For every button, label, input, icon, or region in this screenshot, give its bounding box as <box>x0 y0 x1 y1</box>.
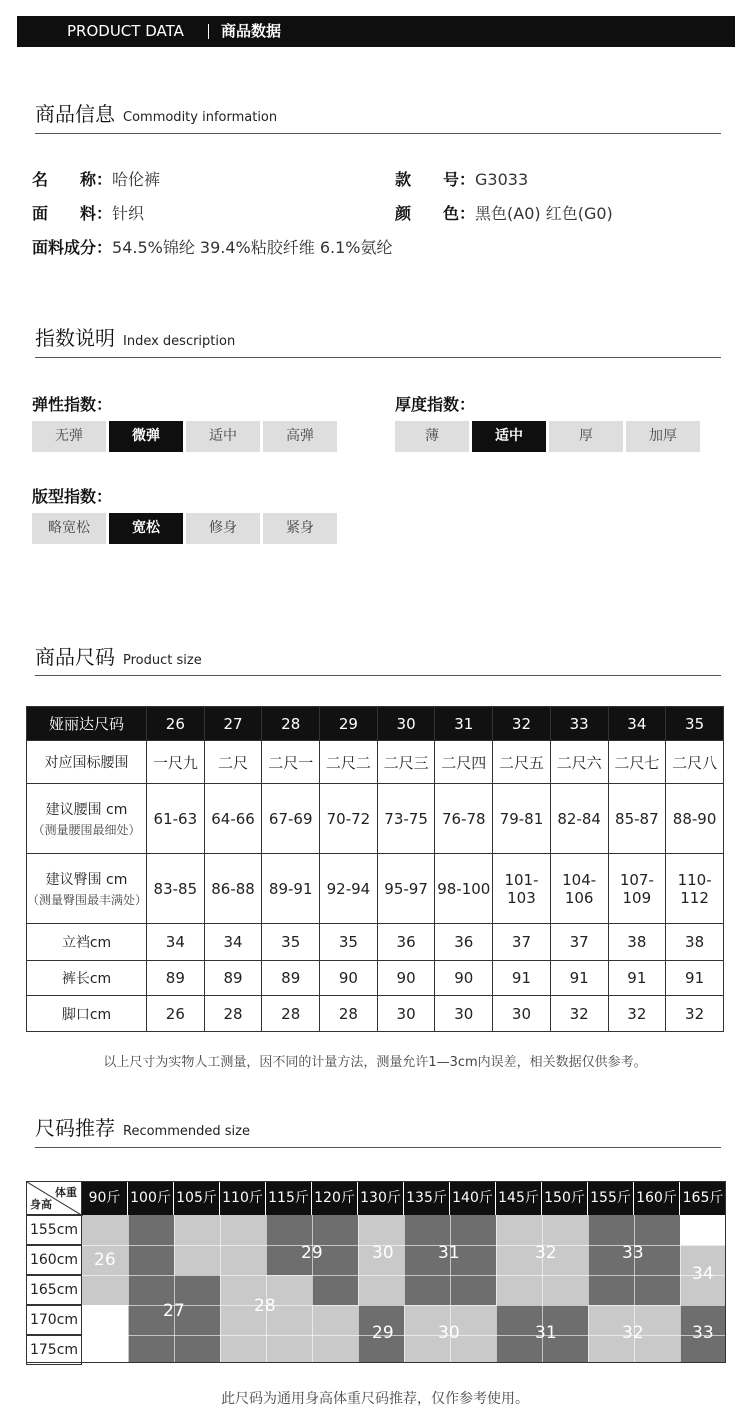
fit-index-scale <box>32 513 340 544</box>
info-value: 哈伦裤 <box>112 170 161 189</box>
size-label: 29 <box>372 1323 394 1343</box>
size-block <box>220 1275 266 1363</box>
size-label: 32 <box>622 1323 644 1343</box>
fit-index-label: 版型指数： <box>32 487 113 506</box>
height-label: 170cm <box>26 1305 82 1335</box>
table-cell: 26 <box>147 996 205 1032</box>
size-label: 26 <box>94 1250 116 1270</box>
section-divider <box>35 1147 721 1148</box>
row-label-text: 裤长cm <box>61 971 112 987</box>
table-cell: 36 <box>435 924 493 961</box>
info-label: 面 料： <box>32 204 113 223</box>
table-cell: 35 <box>262 924 320 961</box>
header-cell: 29 <box>320 707 378 741</box>
row-label <box>27 784 147 854</box>
table-cell: 34 <box>147 924 205 961</box>
size-label: 31 <box>438 1243 460 1263</box>
info-value: 黑色(A0) 红色(G0) <box>475 204 613 223</box>
table-cell: 二尺四 <box>435 741 493 784</box>
banner-title-en: PRODUCT DATA <box>67 22 184 40</box>
table-cell: 64-66 <box>204 784 262 854</box>
table-cell: 90 <box>377 961 435 996</box>
fit-option: 修身 <box>186 513 260 544</box>
section-divider <box>35 133 721 134</box>
height-label: 160cm <box>26 1245 82 1275</box>
table-cell: 86-88 <box>204 854 262 924</box>
table-cell: 二尺 <box>204 741 262 784</box>
table-cell: 32 <box>666 996 724 1032</box>
fit-option-selected: 宽松 <box>109 513 183 544</box>
section-title-commodity <box>35 98 277 127</box>
table-cell: 79-81 <box>493 784 551 854</box>
table-cell: 一尺九 <box>147 741 205 784</box>
section-title-cn: 指数说明 <box>35 326 115 350</box>
table-cell: 36 <box>377 924 435 961</box>
table-cell: 85-87 <box>608 784 666 854</box>
weight-header: 110斤 <box>220 1181 266 1215</box>
table-cell: 90 <box>435 961 493 996</box>
fit-option: 紧身 <box>263 513 337 544</box>
table-cell: 90 <box>320 961 378 996</box>
thickness-option: 厚 <box>549 421 623 452</box>
height-label: 155cm <box>26 1215 82 1245</box>
table-cell: 28 <box>262 996 320 1032</box>
thickness-index-scale <box>395 421 703 452</box>
table-cell: 110-112 <box>666 854 724 924</box>
info-label: 面料成分： <box>32 238 113 257</box>
elastic-option: 适中 <box>186 421 260 452</box>
size-label: 32 <box>535 1243 557 1263</box>
table-cell: 83-85 <box>147 854 205 924</box>
table-cell: 92-94 <box>320 854 378 924</box>
table-cell: 88-90 <box>666 784 724 854</box>
section-title-cn: 商品信息 <box>35 102 115 126</box>
size-table-header <box>27 707 724 741</box>
table-cell: 32 <box>608 996 666 1032</box>
table-cell: 101-103 <box>493 854 551 924</box>
section-title-recommend <box>35 1112 250 1141</box>
header-cell: 33 <box>550 707 608 741</box>
height-label: 165cm <box>26 1275 82 1305</box>
table-cell: 89 <box>147 961 205 996</box>
recommend-grid <box>26 1181 726 1363</box>
elastic-option: 高弹 <box>263 421 337 452</box>
row-label <box>27 854 147 924</box>
table-cell: 91 <box>666 961 724 996</box>
weight-header: 130斤 <box>358 1181 404 1215</box>
table-cell: 28 <box>320 996 378 1032</box>
table-row <box>27 924 724 961</box>
row-label-text: 立裆cm <box>61 935 112 951</box>
table-cell: 38 <box>666 924 724 961</box>
info-color <box>395 201 613 224</box>
table-cell: 二尺八 <box>666 741 724 784</box>
info-composition <box>32 235 393 258</box>
weight-header: 165斤 <box>680 1181 726 1215</box>
elastic-option-selected: 微弹 <box>109 421 183 452</box>
table-cell: 95-97 <box>377 854 435 924</box>
section-title-en: Recommended size <box>123 1124 250 1139</box>
table-cell: 30 <box>493 996 551 1032</box>
size-label: 30 <box>372 1243 394 1263</box>
table-cell: 82-84 <box>550 784 608 854</box>
thickness-index-label: 厚度指数： <box>395 395 476 414</box>
header-cell: 31 <box>435 707 493 741</box>
size-label: 33 <box>692 1323 714 1343</box>
table-row <box>27 784 724 854</box>
weight-header: 120斤 <box>312 1181 358 1215</box>
elastic-option: 无弹 <box>32 421 106 452</box>
thickness-option-selected: 适中 <box>472 421 546 452</box>
table-cell: 35 <box>320 924 378 961</box>
info-label: 款 号： <box>395 170 476 189</box>
section-title-en: Index description <box>123 334 236 349</box>
size-label: 27 <box>163 1301 185 1321</box>
header-cell: 26 <box>147 707 205 741</box>
weight-header: 160斤 <box>634 1181 680 1215</box>
row-label <box>27 741 147 784</box>
size-label: 34 <box>692 1264 714 1284</box>
info-name <box>32 167 160 190</box>
size-label: 33 <box>622 1243 644 1263</box>
weight-header: 135斤 <box>404 1181 450 1215</box>
weight-header: 90斤 <box>82 1181 128 1215</box>
table-cell: 34 <box>204 924 262 961</box>
header-cell: 32 <box>493 707 551 741</box>
size-label: 30 <box>438 1323 460 1343</box>
info-value: 针织 <box>112 204 145 223</box>
size-label: 31 <box>535 1323 557 1343</box>
info-label: 名 称： <box>32 170 113 189</box>
table-cell: 104-106 <box>550 854 608 924</box>
table-cell: 61-63 <box>147 784 205 854</box>
banner-title-cn: 商品数据 <box>221 22 282 40</box>
table-row <box>27 741 724 784</box>
row-label-text: 脚口cm <box>61 1006 112 1023</box>
info-value: G3033 <box>475 170 529 189</box>
info-value: 54.5%锦纶 39.4%粘胶纤维 6.1%氨纶 <box>112 238 393 257</box>
section-title-index <box>35 322 235 351</box>
row-label-text: 对应国标腰围 <box>44 755 129 771</box>
top-banner <box>17 16 735 47</box>
grid-corner <box>26 1181 82 1215</box>
table-cell: 二尺七 <box>608 741 666 784</box>
weight-header: 145斤 <box>496 1181 542 1215</box>
section-title-cn: 商品尺码 <box>35 645 115 669</box>
table-cell: 91 <box>493 961 551 996</box>
table-cell: 30 <box>377 996 435 1032</box>
header-cell: 27 <box>204 707 262 741</box>
elastic-index-scale <box>32 421 340 452</box>
size-note: 以上尺寸为实物人工测量，因不同的计量方法，测量允许1—3cm内误差，相关数据仅供参考。 <box>103 1055 647 1070</box>
info-style <box>395 167 528 190</box>
table-cell: 二尺三 <box>377 741 435 784</box>
row-label <box>27 961 147 996</box>
table-cell: 91 <box>608 961 666 996</box>
info-fabric <box>32 201 144 224</box>
table-cell: 98-100 <box>435 854 493 924</box>
corner-height-label: 身高 <box>30 1198 52 1211</box>
size-table <box>26 706 724 1032</box>
weight-header: 140斤 <box>450 1181 496 1215</box>
recommend-note: 此尺码为通用身高体重尺码推荐，仅作参考使用。 <box>221 1391 529 1407</box>
table-cell: 89 <box>262 961 320 996</box>
section-divider <box>35 357 721 358</box>
section-title-cn: 尺码推荐 <box>35 1116 115 1140</box>
corner-weight-label: 体重 <box>55 1186 77 1199</box>
size-block <box>128 1215 174 1363</box>
table-cell: 37 <box>493 924 551 961</box>
table-cell: 70-72 <box>320 784 378 854</box>
size-block <box>312 1275 358 1305</box>
table-cell: 28 <box>204 996 262 1032</box>
header-cell: 35 <box>666 707 724 741</box>
table-cell: 32 <box>550 996 608 1032</box>
header-cell: 30 <box>377 707 435 741</box>
thickness-option: 薄 <box>395 421 469 452</box>
table-row <box>27 996 724 1032</box>
weight-header: 115斤 <box>266 1181 312 1215</box>
table-cell: 30 <box>435 996 493 1032</box>
header-cell: 34 <box>608 707 666 741</box>
row-label <box>27 996 147 1032</box>
size-label: 28 <box>254 1296 276 1316</box>
header-cell: 娅丽达尺码 <box>27 707 147 741</box>
section-title-en: Product size <box>123 653 202 668</box>
table-cell: 107-109 <box>608 854 666 924</box>
table-cell: 67-69 <box>262 784 320 854</box>
table-cell: 二尺二 <box>320 741 378 784</box>
elastic-index-label: 弹性指数： <box>32 395 113 414</box>
table-cell: 二尺五 <box>493 741 551 784</box>
table-cell: 二尺六 <box>550 741 608 784</box>
table-cell: 37 <box>550 924 608 961</box>
thickness-option: 加厚 <box>626 421 700 452</box>
header-cell: 28 <box>262 707 320 741</box>
weight-header: 155斤 <box>588 1181 634 1215</box>
fit-option: 略宽松 <box>32 513 106 544</box>
section-title-size <box>35 641 202 670</box>
table-cell: 89 <box>204 961 262 996</box>
height-label: 175cm <box>26 1335 82 1365</box>
weight-header: 100斤 <box>128 1181 174 1215</box>
section-title-en: Commodity information <box>123 110 278 125</box>
row-label-text: 建议臀围 cm <box>45 872 128 888</box>
table-cell: 38 <box>608 924 666 961</box>
row-label-sub: （测量臀围最丰满处） <box>27 893 148 907</box>
table-cell: 89-91 <box>262 854 320 924</box>
row-label-text: 建议腰围 cm <box>45 802 128 818</box>
section-divider <box>35 675 721 676</box>
info-label: 颜 色： <box>395 204 476 223</box>
table-row <box>27 961 724 996</box>
banner-divider <box>208 24 209 39</box>
table-cell: 73-75 <box>377 784 435 854</box>
table-cell: 91 <box>550 961 608 996</box>
size-label: 29 <box>301 1243 323 1263</box>
weight-header: 150斤 <box>542 1181 588 1215</box>
table-row <box>27 854 724 924</box>
weight-header: 105斤 <box>174 1181 220 1215</box>
table-cell: 76-78 <box>435 784 493 854</box>
row-label <box>27 924 147 961</box>
table-cell: 二尺一 <box>262 741 320 784</box>
row-label-sub: （测量腰围最细处） <box>32 823 141 837</box>
